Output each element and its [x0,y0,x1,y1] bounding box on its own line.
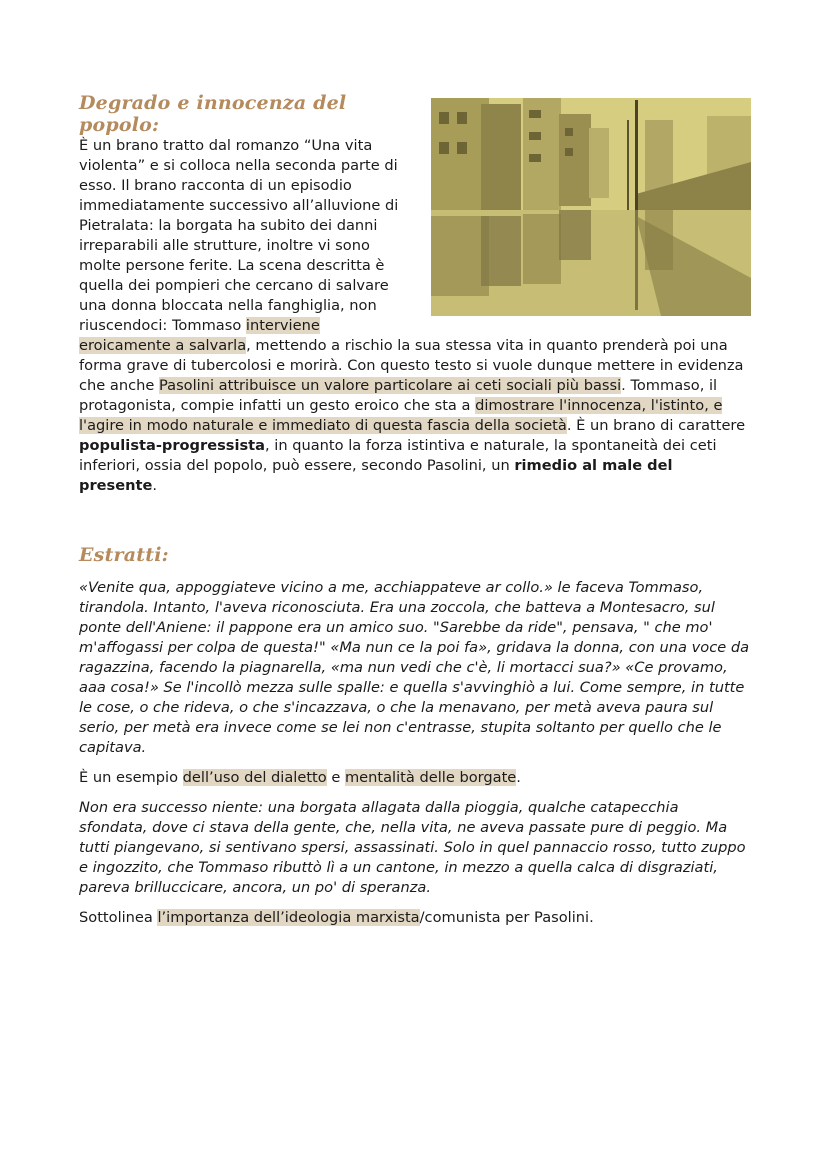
section-title-degrado: Degrado e innocenza del popolo: [79,92,347,136]
section-title-estratti: Estratti: [79,544,169,566]
bold-rimedio: rimedio al male del presente [79,457,673,494]
highlight-social-value: Pasolini attribuisce un valore particolare ai ceti sociali più bassi [158,377,622,394]
flooded-street-photo [431,98,751,316]
highlight-dialetto: dell’uso del dialetto [182,769,327,786]
estratti-section [79,544,751,938]
highlight-innocence: dimostrare l'innocenza, l'istinto, e l'agire in modo naturale e immediato di questa fascia della società [79,397,723,434]
excerpt-note-2: Sottolinea l’importanza dell’ideologia marxista/comunista per Pasolini. [79,909,594,926]
highlight-marxista: l’importanza dell’ideologia marxista [157,909,420,926]
bold-populista: populista-progressista [79,437,265,454]
highlight-mentalita: mentalità delle borgate [344,769,517,786]
excerpt-quote-1: «Venite qua, appoggiateve vicino a me, acchiappateve ar collo.» le faceva Tommaso, tirandola. Intanto, l'aveva riconosciuta. Era una zoccola, che batteva a Montesacro, sul ponte dell'Aniene: il pappone era un amico suo. "Sarebbe da ride", pensava, " che mo' m'affogassi per colpa de questa!" «Ma nun ce la poi fa», gridava la donna, con una voce da ragazzina, facendo la piagnarella, «ma nun vedi che c'è, li mortacci sua?» «Ce provamo, aaa cosa!» Se l'incollò mezza sulle spalle: e quella s'avvinghiò a lui. Come sempre, in tutte le cose, o che rideva, o che s'incazzava, o che la menavano, per metà aveva paura sul serio, per metà era invece come se lei non c'entrasse, stupita soltanto per quello che le capitava. [79,579,750,756]
excerpt-note-1: È un esempio dell’uso del dialetto e mentalità delle borgate. [79,769,521,786]
document-page [79,92,751,926]
intro-paragraph: È un brano tratto dal romanzo “Una vita violenta” e si colloca nella seconda parte di esso. Il brano racconta di un episodio immediatamente successivo all’alluvione di Pietralata: la borgata ha subito dei danni irreparabili alle strutture, inoltre vi sono molte persone ferite. La scena descritta è quella dei pompieri che cercano di salvare una donna bloccata nella fanghiglia, non riuscendoci: Tommaso interviene eroicamente a salvarla, mettendo a rischio la sua stessa vita in quanto prenderà poi una forma grave di tubercolosi e morirà. Con questo testo si vuole dunque mettere in evidenza che anche Pasolini attribuisce un valore particolare ai ceti sociali più bassi. Tommaso, il protagonista, compie infatti un gesto eroico che sta a dimostrare l'innocenza, l'istinto, e l'agire in modo naturale e immediato di questa fascia della società. È un brano di carattere populista-progressista, in quanto la forza istintiva e naturale, la spontaneità dei ceti inferiori, ossia del popolo, può essere, secondo Pasolini, un rimedio al male del presente. [79,137,746,494]
highlight-intervention: interviene eroicamente a salvarla [79,317,320,354]
excerpt-quote-2: Non era successo niente: una borgata allagata dalla pioggia, qualche catapecchia sfondata, dove ci stava della gente, che, nella vita, ne aveva passate pure di peggio. Ma tutti piangevano, si sentivano spersi, assassinati. Solo in quel pannaccio rosso, tutto zuppo e ingozzito, che Tommaso ributtò lì a un cantone, in mezzo a quella calca di disgraziati, pareva brilluccicare, ancora, un po' di speranza. [79,799,746,896]
